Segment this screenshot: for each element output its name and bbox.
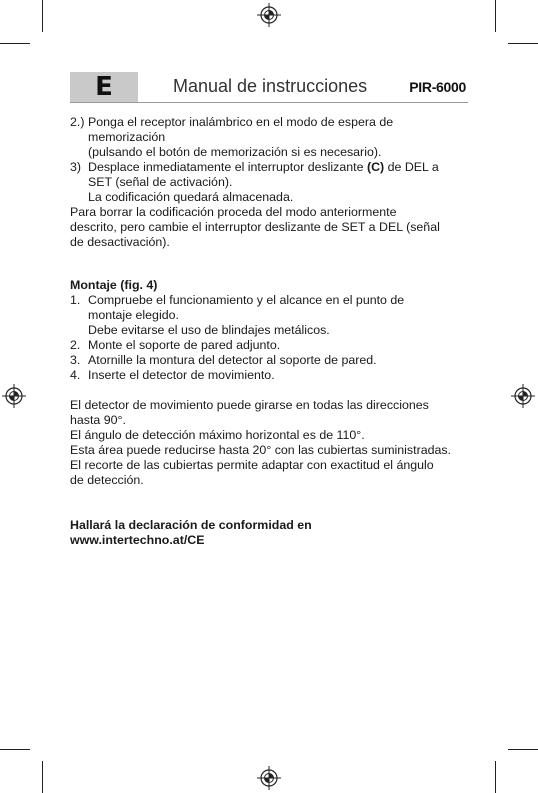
paragraph-line: Esta área puede reducirse hasta 20° con las cubiertas suministradas. [70,443,452,457]
step-line: Monte el soporte de pared adjunto. [88,338,281,352]
mounting-heading-text: Montaje (fig. 4) [70,278,158,292]
section-letter: E [95,72,113,102]
crop-mark-bottom-left-v [42,761,43,793]
paragraph-line: El ángulo de detección máximo horizontal es de 110°. [70,428,365,442]
delete-paragraph [70,205,470,250]
step-line: montaje elegido. [88,308,179,322]
paragraph-line: El detector de movimiento puede girarse en todas las direcciones [70,398,429,412]
step-text: Desplace inmediatamente el interruptor deslizante [88,160,364,174]
switch-label: (C) [366,160,385,174]
step-number: 2.) [70,115,85,129]
page-header [70,72,468,102]
step-number: 3. [70,353,81,367]
rotation-paragraph [70,398,470,488]
step-line: memorización [88,130,166,144]
step-line: La codificación quedará almacenada. [88,190,294,204]
step-number: 4. [70,368,81,382]
crop-mark-top-left-h [0,43,30,44]
conformity-url [70,533,470,548]
section-letter-box [70,72,138,102]
registration-mark-bottom-icon [256,765,282,791]
page-content [70,115,470,548]
paragraph-line: descrito, pero cambie el interruptor deslizante de SET a DEL (señal [70,220,440,234]
conformity-link: www.intertechno.at/CE [70,533,205,547]
step-line: Atornille la montura del detector al soporte de pared. [88,353,377,367]
mounting-step-4 [70,368,470,383]
mounting-step-2 [70,338,470,353]
step-line: SET (señal de activación). [88,175,233,189]
paragraph-line: de detección. [70,473,144,487]
crop-mark-bottom-left-h [0,749,30,750]
mounting-step-1 [70,293,470,338]
step-number: 3) [70,160,82,174]
paragraph-line: de desactivación). [70,235,170,249]
header-divider [70,102,468,103]
step-text: de DEL a [387,160,439,174]
step-line: Inserte el detector de movimiento. [88,368,275,382]
crop-mark-top-right-h [508,43,538,44]
paragraph-line: Para borrar la codificación proceda del modo anteriormente [70,205,397,219]
mounting-step-3 [70,353,470,368]
crop-mark-bottom-right-v [495,761,496,793]
crop-mark-top-right-v [495,0,496,32]
registration-mark-left-icon [1,383,27,409]
step-line: Compruebe el funcionamiento y el alcance en el punto de [88,293,405,307]
mounting-heading [70,278,470,293]
step-number: 2. [70,338,81,352]
manual-title: Manual de instrucciones [173,76,368,96]
registration-mark-top-icon [256,2,282,28]
conformity-text: Hallará la declaración de conformidad en [70,518,312,532]
conformity-note [70,518,470,548]
registration-mark-right-icon [510,383,536,409]
step-line [88,160,470,175]
step-line: (pulsando el botón de memorización si es necesario). [88,145,382,159]
step-2 [70,115,470,160]
paragraph-line: El recorte de las cubiertas permite adaptar con exactitud el ángulo [70,458,434,472]
model-number: PIR-6000 [409,79,466,95]
paragraph-line: hasta 90°. [70,413,126,427]
conformity-line [70,518,470,533]
step-line: Ponga el receptor inalámbrico en el modo de espera de [88,115,394,129]
step-3 [70,160,470,205]
crop-mark-top-left-v [42,0,43,32]
step-line: Debe evitarse el uso de blindajes metálicos. [88,323,330,337]
crop-mark-bottom-right-h [508,749,538,750]
step-number: 1. [70,293,81,307]
